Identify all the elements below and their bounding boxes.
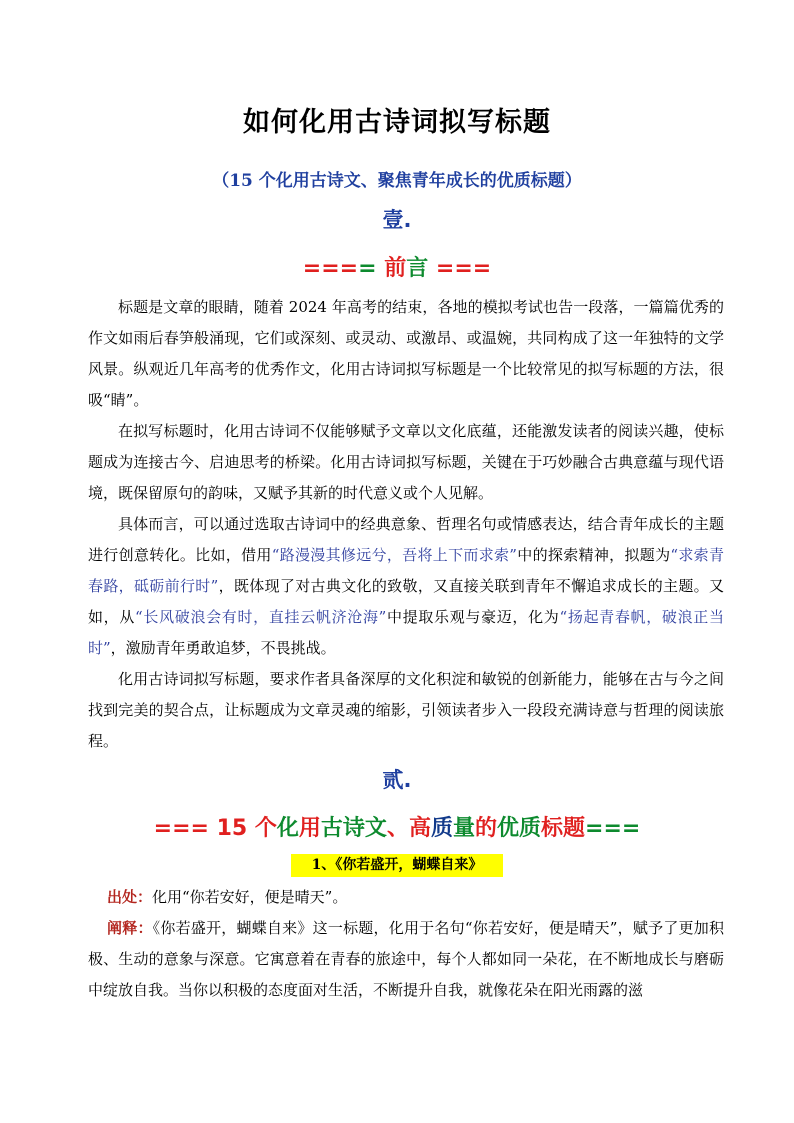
text-run: 中提取乐观与豪迈，化为 — [386, 608, 560, 626]
section-heading-titles — [0, 811, 794, 842]
item-1-source — [107, 882, 347, 913]
explain-label: 阐释： — [107, 919, 153, 937]
item-1-explanation — [88, 913, 724, 1006]
text-run: ，既体现了对古典文化的致敬，又直接关联到青年不懈追求成长的主题。又如，从 — [88, 577, 724, 626]
heading-decoration-left: === — [153, 816, 209, 841]
explain-text: 《你若盛开，蝴蝶自来》这一标题，化用于名句“你若安好，便是晴天”，赋予了更加积极、生动的意象与深意。它寓意着在青春的旅途中，每个人都如同一朵花，在不断地成长与磨砺中绽放自我。当你以积极的态度面对生活，不断提升自我，就像花朵在阳光雨露的滋 — [88, 919, 724, 999]
quote-text: “路漫漫其修远兮，吾将上下而求索” — [271, 546, 517, 564]
intro-paragraph-3 — [88, 509, 724, 664]
section-number-1: 壹. — [382, 208, 412, 232]
quote-text: “扬起青春帆，破浪正当时” — [88, 608, 724, 657]
heading-decoration-right: === — [435, 256, 492, 281]
heading-text-part: 言 — [406, 256, 429, 281]
heading-text-part: 优质 — [497, 816, 542, 841]
section-heading-preface: ==== 前言 === — [302, 256, 492, 281]
heading-text-part: 古诗文 — [320, 816, 387, 841]
heading-text-part: 用 — [298, 816, 321, 841]
text-run: ，激励青年勇敢追梦，不畏挑战。 — [110, 639, 336, 657]
page-subtitle: （15 个化用古诗文、聚焦青年成长的优质标题） — [212, 171, 582, 191]
intro-paragraph-2: 在拟写标题时，化用古诗词不仅能够赋予文章以文化底蕴，还能激发读者的阅读兴趣，使标题成为连接古今、启迪思考的桥梁。化用古诗词拟写标题，关键在于巧妙融合古典意蕴与现代语境，既保留原句的韵味，又赋予其新的时代意义或个人见解。 — [88, 422, 724, 502]
heading-decoration-right: === — [585, 816, 641, 841]
source-label: 出处： — [107, 888, 153, 906]
heading-text-part: 量 — [452, 816, 475, 841]
quote-text: “长风破浪会有时，直挂云帆济沧海” — [135, 608, 387, 626]
intro-paragraph-1: 标题是文章的眼睛，随着 2024 年高考的结束，各地的模拟考试也告一段落，一篇篇优秀的作文如雨后春笋般涌现，它们或深刻、或灵动、或激昂、或温婉，共同构成了这一年独特的文学风景。纵观近几年高考的优秀作文，化用古诗词拟写标题是一个比较常见的拟写标题的方法，很吸“睛”。 — [88, 298, 724, 409]
section-number-2: 贰. — [382, 768, 412, 792]
heading-text-part: 15 个 — [208, 816, 277, 841]
heading-text-part: 化 — [276, 816, 299, 841]
text-run: 中的探索精神，拟题为 — [516, 546, 671, 564]
heading-text-part: 的 — [474, 816, 497, 841]
source-text: 化用“你若安好，便是晴天”。 — [152, 888, 348, 906]
heading-text-part: 标题 — [541, 816, 586, 841]
quote-text: “求索青春路，砥砺前行时” — [88, 546, 724, 595]
heading-decoration-left: === — [302, 256, 359, 281]
heading-text-part: 、高 — [386, 816, 431, 841]
page-title: 如何化用古诗词拟写标题 — [243, 107, 551, 138]
title-item-1: 1、《你若盛开，蝴蝶自来》 — [291, 854, 503, 877]
intro-paragraph-4: 化用古诗词拟写标题，要求作者具备深厚的文化积淀和敏锐的创新能力，能够在古与今之间找到完美的契合点，让标题成为文章灵魂的缩影，引领读者步入一段段充满诗意与哲理的阅读旅程。 — [88, 670, 724, 750]
text-run: 具体而言，可以通过选取古诗词中的经典意象、哲理名句或情感表达，结合青年成长的主题进行创意转化。比如，借用 — [88, 515, 724, 564]
heading-text-part: 前 — [384, 256, 407, 281]
heading-text-part: 质 — [430, 816, 453, 841]
